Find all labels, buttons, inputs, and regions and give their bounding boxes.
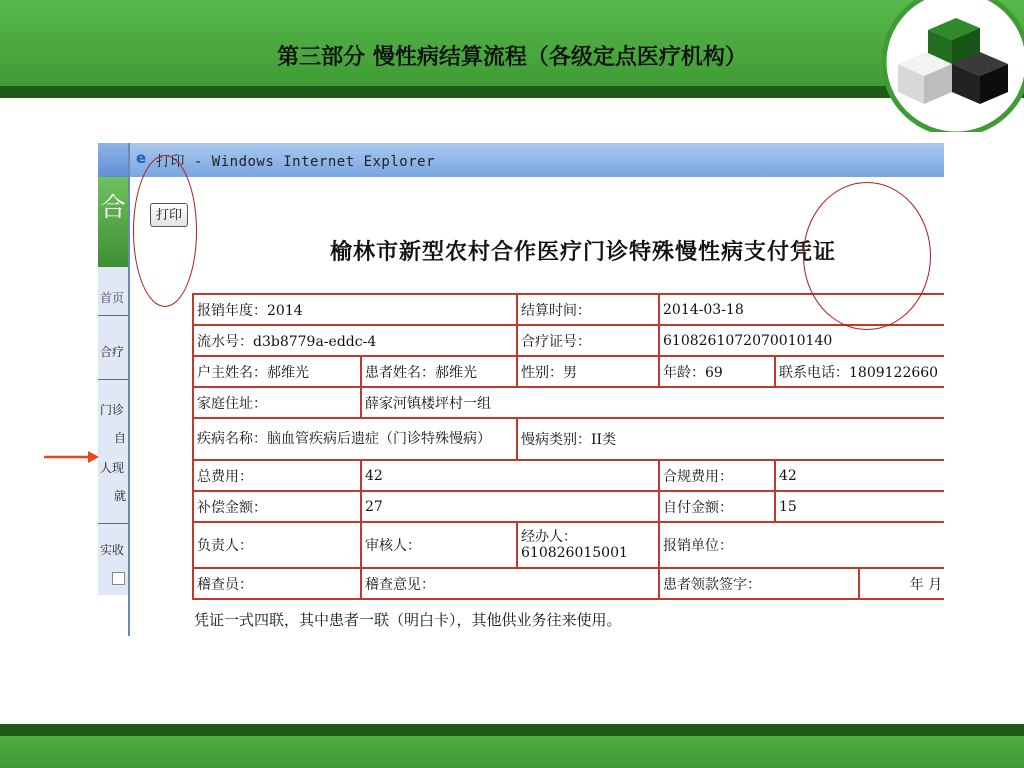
serial-label: 流水号： <box>197 333 253 350</box>
unit-label: 报销单位： <box>659 522 944 568</box>
background-banner <box>98 177 128 267</box>
inspect-opinion-label: 稽查意见： <box>361 568 659 599</box>
table-row <box>193 325 944 356</box>
table-row <box>193 387 944 418</box>
disease-type-cell: 慢病类别：II类 <box>517 418 944 460</box>
background-checkbox[interactable] <box>112 572 125 585</box>
table-row <box>193 491 944 522</box>
total-label: 总费用： <box>193 460 361 491</box>
householder-cell: 户主姓名：郝维光 <box>193 356 361 387</box>
handler-cell: 经办人：610826015001 <box>517 522 659 568</box>
table-row <box>193 522 944 568</box>
background-label-renxian: 人现 <box>100 461 125 475</box>
year-value: 2014 <box>267 302 303 319</box>
background-divider <box>98 379 128 380</box>
inspector-label: 稽查员： <box>193 568 361 599</box>
reviewer-label: 审核人： <box>361 522 517 568</box>
address-value: 薛家河镇楼坪村一组 <box>361 387 944 418</box>
settle-time-label: 结算时间： <box>517 294 659 325</box>
background-label-he: 合 <box>100 193 127 223</box>
print-button[interactable]: 打印 <box>150 203 188 227</box>
window-title: 打印 - Windows Internet Explorer <box>156 154 436 170</box>
age-cell: 年龄：69 <box>659 356 775 387</box>
settle-time-value: 2014-03-18 <box>659 294 944 325</box>
ie-titlebar[interactable] <box>130 143 944 177</box>
compliant-value: 42 <box>775 460 944 491</box>
patient-cell: 患者姓名：郝维光 <box>361 356 517 387</box>
compliant-label: 合规费用： <box>659 460 775 491</box>
annotation-ellipse-title <box>803 182 931 330</box>
responsible-label: 负责人： <box>193 522 361 568</box>
ie-logo-icon: e <box>136 149 147 167</box>
cube-logo-icon <box>868 0 1024 132</box>
background-divider <box>98 523 128 524</box>
table-row <box>193 418 944 460</box>
card-value: 6108261072070010140 <box>659 325 944 356</box>
year-cell <box>193 294 517 325</box>
year-label: 报销年度： <box>197 302 267 319</box>
arrow-right-icon <box>44 447 100 467</box>
slide-title: 第三部分 慢性病结算流程（各级定点医疗机构） <box>277 45 747 70</box>
serial-cell <box>193 325 517 356</box>
document-title: 榆林市新型农村合作医疗门诊特殊慢性病支付凭证 <box>330 240 837 265</box>
background-label-heliao: 合疗 <box>100 345 125 359</box>
background-titlebar <box>98 143 128 177</box>
footer-dark-band <box>0 724 1024 736</box>
voucher-footnote: 凭证一式四联，其中患者一联（明白卡），其他供业务往来使用。 <box>194 611 622 629</box>
payment-voucher-table <box>192 293 944 600</box>
table-row <box>193 568 944 599</box>
comp-label: 补偿金额： <box>193 491 361 522</box>
card-label: 合疗证号： <box>517 325 659 356</box>
self-value: 15 <box>775 491 944 522</box>
annotation-ellipse-print <box>133 155 197 307</box>
background-label-zi: 自 <box>114 431 127 445</box>
serial-value: d3b8779a-eddc-4 <box>253 333 377 350</box>
table-row <box>193 460 944 491</box>
background-window <box>98 143 129 603</box>
self-label: 自付金额： <box>659 491 775 522</box>
background-label-shishou: 实收 <box>100 543 125 557</box>
gender-cell: 性别：男 <box>517 356 659 387</box>
date-label: 年 月 <box>859 568 944 599</box>
signature-label: 患者领款签字： <box>659 568 859 599</box>
footer-green-band <box>0 736 1024 768</box>
comp-value: 27 <box>361 491 659 522</box>
background-tab-home[interactable]: 首页 <box>100 291 125 305</box>
background-label-jiu: 就 <box>114 489 127 503</box>
disease-cell: 疾病名称：脑血管疾病后遗症（门诊特殊慢病） <box>193 418 517 460</box>
table-row <box>193 356 944 387</box>
background-bottom <box>98 595 128 636</box>
background-divider <box>98 315 128 316</box>
phone-cell: 联系电话：1809122660 <box>775 356 944 387</box>
background-label-menzhen: 门诊 <box>100 403 125 417</box>
address-label: 家庭住址： <box>193 387 361 418</box>
total-value: 42 <box>361 460 659 491</box>
